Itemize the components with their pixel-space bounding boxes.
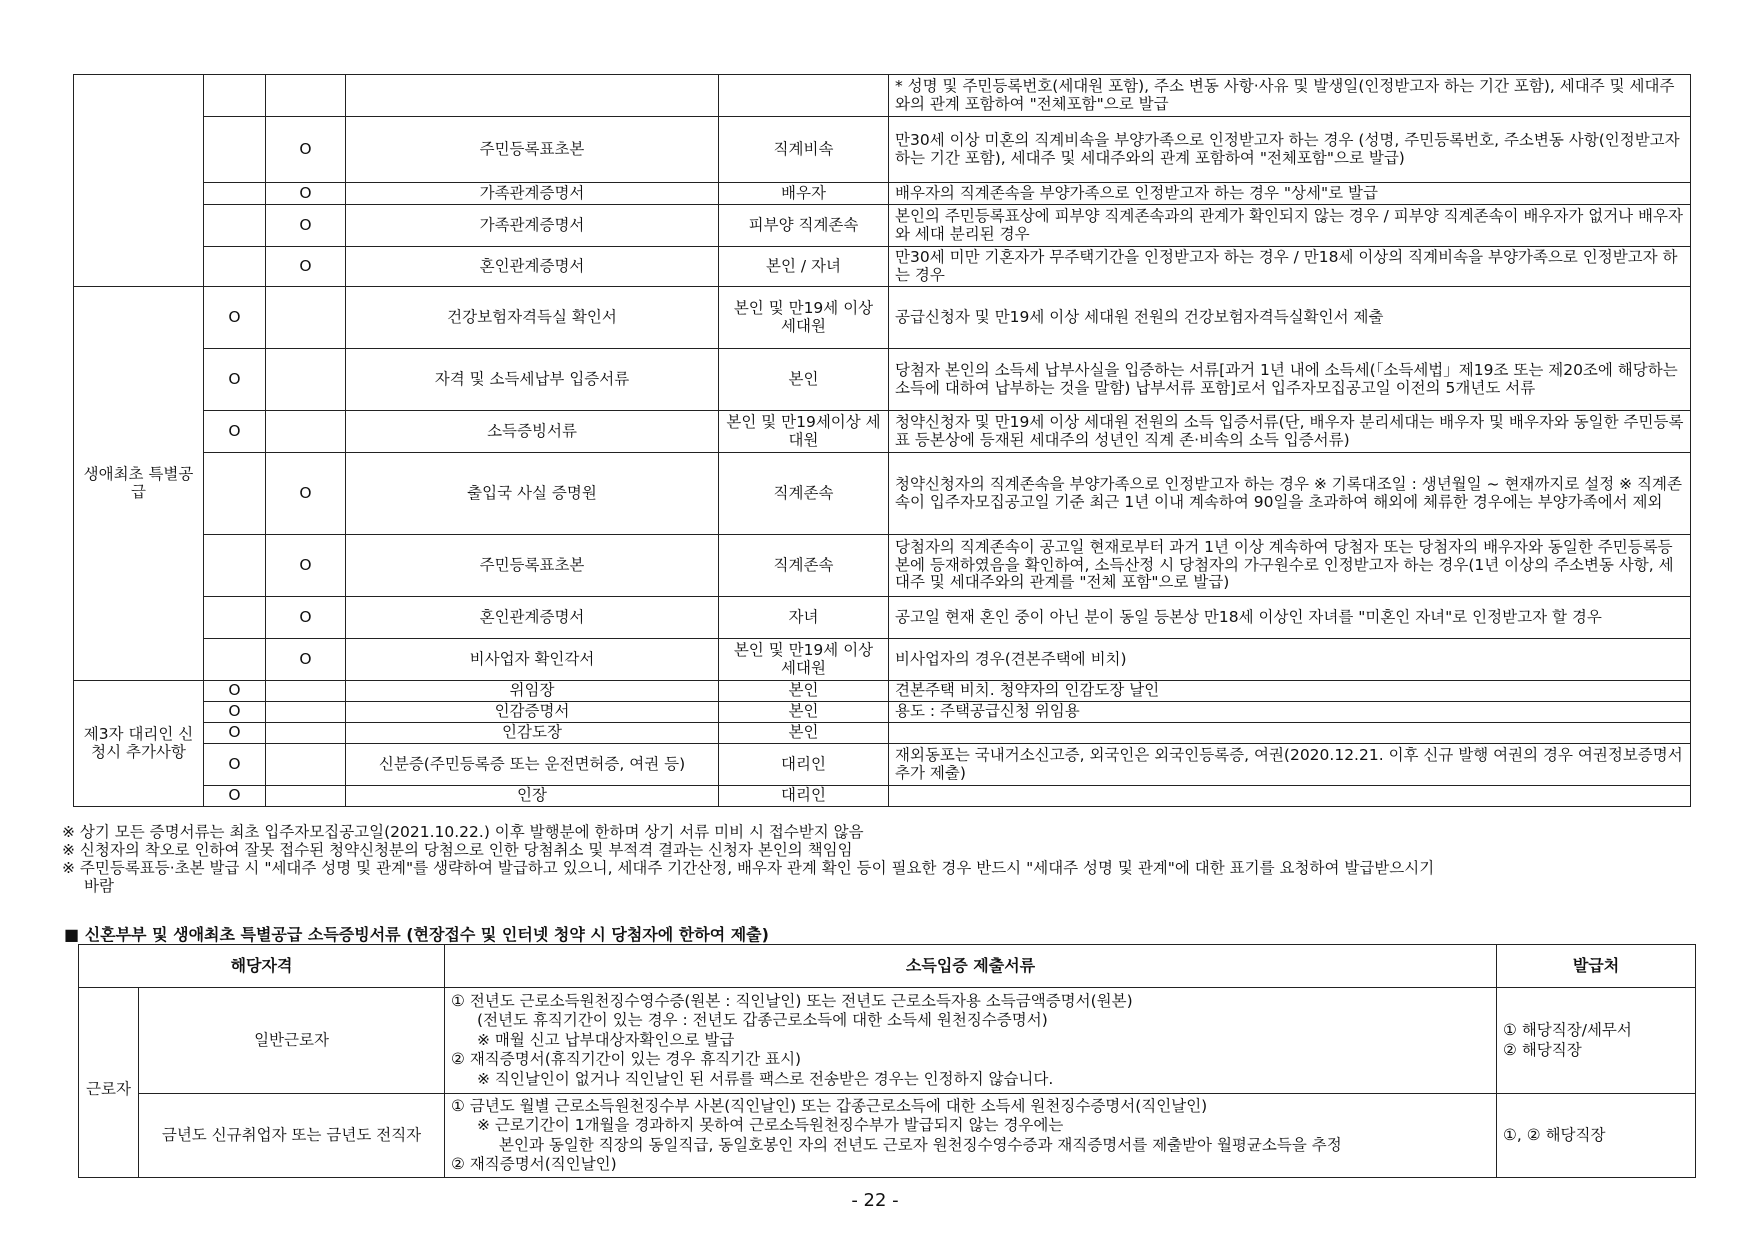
doc-target: 본인: [719, 702, 889, 723]
check-mark: O: [266, 535, 346, 597]
doc-name: 비사업자 확인각서: [346, 639, 719, 681]
table-row: [74, 205, 1691, 247]
note-line: ※ 주민등록표등·초본 발급 시 "세대주 성명 및 관계"를 생략하여 발급하고 있으니, 세대주 기간산정, 배우자 관계 확인 등이 필요한 경우 반드시 "세대주 성명 및 관계"에 대한 표기를 요청하여 발급받으시기: [62, 859, 1435, 877]
check-mark: O: [204, 786, 266, 807]
table-row: [74, 723, 1691, 744]
doc-desc: 당첨자 본인의 소득세 납부사실을 입증하는 서류[과거 1년 내에 소득세(「소득세법」제19조 또는 제20조에 해당하는 소득에 대하여 납부하는 것을 말함) 납부서류 포함]로서 입주자모집공고일 이전의 5개년도 서류: [889, 349, 1691, 411]
group-cell-continued: [74, 75, 204, 287]
table-row: [74, 535, 1691, 597]
issuer-line: ①, ② 해당직장: [1503, 1125, 1606, 1144]
table-row: [74, 183, 1691, 205]
issuer-line: ① 해당직장/세무서: [1503, 1021, 1632, 1039]
check-mark: O: [204, 744, 266, 786]
doc-target: 배우자: [719, 183, 889, 205]
doc-name: 인장: [346, 786, 719, 807]
header-qualification: 해당자격: [79, 945, 445, 988]
table-row: [74, 247, 1691, 287]
note-line: 바람: [84, 877, 114, 895]
doc-desc: [889, 786, 1691, 807]
doc-target: 본인 및 만19세 이상 세대원: [719, 639, 889, 681]
doc-desc: 용도 : 주택공급신청 위임용: [889, 702, 1691, 723]
documents-cell: [445, 988, 1497, 1094]
doc-desc: 공급신청자 및 만19세 이상 세대원 전원의 건강보험자격득실확인서 제출: [889, 287, 1691, 349]
table-row: [74, 597, 1691, 639]
check-mark: O: [266, 453, 346, 535]
doc-desc: 청약신청자의 직계존속을 부양가족으로 인정받고자 하는 경우 ※ 기록대조일 : 생년월일 ~ 현재까지로 설정 ※ 직계존속이 입주자모집공고일 기준 최근 1년 이내 계속하여 90일을 초과하여 해외에 체류한 경우에는 부양가족에서 제외: [889, 453, 1691, 535]
issuer-cell: [1497, 1094, 1696, 1178]
qualification-type: 금년도 신규취업자 또는 금년도 전직자: [139, 1094, 445, 1178]
doc-line: ※ 근로기간이 1개월을 경과하지 못하여 근로소득원천징수부가 발급되지 않는 경우에는: [477, 1116, 1064, 1134]
table-row: [74, 349, 1691, 411]
issuer-line: ② 해당직장: [1503, 1040, 1582, 1059]
doc-line: ※ 직인날인이 없거나 직인날인 된 서류를 팩스로 전송받은 경우는 인정하지 않습니다.: [477, 1069, 1054, 1088]
table-row: [74, 117, 1691, 183]
qualification-type: 일반근로자: [139, 988, 445, 1094]
check-mark: O: [266, 639, 346, 681]
doc-desc: 만30세 이상 미혼의 직계비속을 부양가족으로 인정받고자 하는 경우 (성명, 주민등록번호, 주소변동 사항(인정받고자 하는 기간 포함), 세대주 및 세대주와의 관계 포함하여 "전체포함"으로 발급): [889, 117, 1691, 183]
doc-target: 본인: [719, 349, 889, 411]
doc-desc: [889, 723, 1691, 744]
doc-name: 위임장: [346, 681, 719, 702]
doc-line: ② 재직증명서(휴직기간이 있는 경우 휴직기간 표시): [451, 1050, 802, 1069]
check-mark: O: [266, 117, 346, 183]
table-header-row: [79, 945, 1696, 988]
doc-target: 본인: [719, 681, 889, 702]
doc-line: ② 재직증명서(직인날인): [451, 1155, 617, 1173]
doc-line: ① 전년도 근로소득원천징수영수증(원본 : 직인날인) 또는 전년도 근로소득자용 소득금액증명서(원본): [451, 991, 1133, 1010]
header-issuer: 발급처: [1497, 945, 1696, 988]
documents-cell: [445, 1094, 1497, 1178]
table-row: [74, 639, 1691, 681]
doc-desc: 견본주택 비치. 청약자의 인감도장 날인: [889, 681, 1691, 702]
table-row: [74, 702, 1691, 723]
doc-name: 인감증명서: [346, 702, 719, 723]
table-row: [74, 287, 1691, 349]
header-documents: 소득입증 제출서류: [445, 945, 1497, 988]
doc-name: 가족관계증명서: [346, 183, 719, 205]
issuer-cell: [1497, 988, 1696, 1094]
check-mark: O: [204, 411, 266, 453]
doc-desc: 청약신청자 및 만19세 이상 세대원 전원의 소득 입증서류(단, 배우자 분리세대는 배우자 및 배우자와 동일한 주민등록표 등본상에 등재된 세대주의 성년인 직계 존·비속의 소득 입증서류): [889, 411, 1691, 453]
doc-desc: * 성명 및 주민등록번호(세대원 포함), 주소 변동 사항·사유 및 발생일(인정받고자 하는 기간 포함), 세대주 및 세대주와의 관계 포함하여 "전체포함"으로 발급: [889, 75, 1691, 117]
doc-target: 피부양 직계존속: [719, 205, 889, 247]
doc-target: 대리인: [719, 744, 889, 786]
doc-name: 출입국 사실 증명원: [346, 453, 719, 535]
doc-target: 대리인: [719, 786, 889, 807]
doc-target: 직계존속: [719, 535, 889, 597]
check-mark: O: [266, 205, 346, 247]
page-number: - 22 -: [851, 1190, 899, 1211]
doc-desc: 재외동포는 국내거소신고증, 외국인은 외국인등록증, 여권(2020.12.21. 이후 신규 발행 여권의 경우 여권정보증명서 추가 제출): [889, 744, 1691, 786]
check-mark: O: [204, 681, 266, 702]
table-row: [74, 786, 1691, 807]
doc-desc: 배우자의 직계존속을 부양가족으로 인정받고자 하는 경우 "상세"로 발급: [889, 183, 1691, 205]
check-mark: O: [266, 247, 346, 287]
doc-target: 자녀: [719, 597, 889, 639]
doc-target: 직계비속: [719, 117, 889, 183]
required-documents-table: [73, 74, 1691, 807]
doc-name: 인감도장: [346, 723, 719, 744]
doc-target: 본인: [719, 723, 889, 744]
doc-target: 본인 및 만19세 이상 세대원: [719, 287, 889, 349]
check-mark: O: [266, 597, 346, 639]
check-mark: O: [204, 723, 266, 744]
check-mark: O: [204, 349, 266, 411]
check-mark: O: [204, 287, 266, 349]
note-line: ※ 상기 모든 증명서류는 최초 입주자모집공고일(2021.10.22.) 이후 발행분에 한하며 상기 서류 미비 시 접수받지 않음: [62, 823, 864, 841]
check-mark: O: [204, 702, 266, 723]
doc-line: ※ 매월 신고 납부대상자확인으로 발급: [477, 1030, 735, 1049]
doc-desc: 만30세 미만 기혼자가 무주택기간을 인정받고자 하는 경우 / 만18세 이상의 직계비속을 부양가족으로 인정받고자 하는 경우: [889, 247, 1691, 287]
doc-target: 본인 / 자녀: [719, 247, 889, 287]
doc-target: 본인 및 만19세이상 세대원: [719, 411, 889, 453]
group-cell: 근로자: [79, 988, 139, 1178]
doc-desc: 당첨자의 직계존속이 공고일 현재로부터 과거 1년 이상 계속하여 당첨자 또는 당첨자의 배우자와 동일한 주민등록등본에 등재하였음을 확인하여, 소득산정 시 당첨자의 가구원수로 인정받고자 하는 경우(1년 이상의 주소변동 사항, 세대주 및 세대주와의 관계를 "전체 포함"으로 발급): [889, 535, 1691, 597]
doc-target: 직계존속: [719, 453, 889, 535]
table-row: [74, 744, 1691, 786]
doc-name: 주민등록표초본: [346, 117, 719, 183]
doc-name: 자격 및 소득세납부 입증서류: [346, 349, 719, 411]
doc-line: ① 금년도 월별 근로소득원천징수부 사본(직인날인) 또는 갑종근로소득에 대한 소득세 원천징수증명서(직인날인): [451, 1096, 1208, 1115]
note-line: ※ 신청자의 착오로 인하여 잘못 접수된 청약신청분의 당첨으로 인한 당첨취소 및 부적격 결과는 신청자 본인의 책임임: [62, 841, 853, 859]
group-cell: 생애최초 특별공급: [74, 287, 204, 681]
doc-desc: 공고일 현재 혼인 중이 아닌 분이 동일 등본상 만18세 이상인 자녀를 "미혼인 자녀"로 인정받고자 할 경우: [889, 597, 1691, 639]
section-heading: ■ 신혼부부 및 생애최초 특별공급 소득증빙서류 (현장접수 및 인터넷 청약 시 당첨자에 한하여 제출): [64, 925, 769, 944]
doc-desc: 비사업자의 경우(견본주택에 비치): [889, 639, 1691, 681]
table-row: [79, 1094, 1696, 1178]
table-row: [79, 988, 1696, 1094]
table-row: [74, 681, 1691, 702]
table-row: [74, 453, 1691, 535]
table-row: [74, 411, 1691, 453]
doc-name: 가족관계증명서: [346, 205, 719, 247]
doc-name: 혼인관계증명서: [346, 247, 719, 287]
doc-name: 혼인관계증명서: [346, 597, 719, 639]
doc-line: (전년도 휴직기간이 있는 경우 : 전년도 갑종근로소득에 대한 소득세 원천징수증명서): [477, 1011, 1048, 1030]
check-mark: O: [266, 183, 346, 205]
income-proof-table: [78, 944, 1696, 1178]
table-row: [74, 75, 1691, 117]
doc-name: 주민등록표초본: [346, 535, 719, 597]
doc-name: 건강보험자격득실 확인서: [346, 287, 719, 349]
doc-name: 신분증(주민등록증 또는 운전면허증, 여권 등): [346, 744, 719, 786]
doc-name: 소득증빙서류: [346, 411, 719, 453]
group-cell: 제3자 대리인 신청시 추가사항: [74, 681, 204, 807]
doc-line: 본인과 동일한 직장의 동일직급, 동일호봉인 자의 전년도 근로자 원천징수영수증과 재직증명서를 제출받아 월평균소득을 추정: [499, 1135, 1342, 1154]
doc-desc: 본인의 주민등록표상에 피부양 직계존속과의 관계가 확인되지 않는 경우 / 피부양 직계존속이 배우자가 없거나 배우자와 세대 분리된 경우: [889, 205, 1691, 247]
